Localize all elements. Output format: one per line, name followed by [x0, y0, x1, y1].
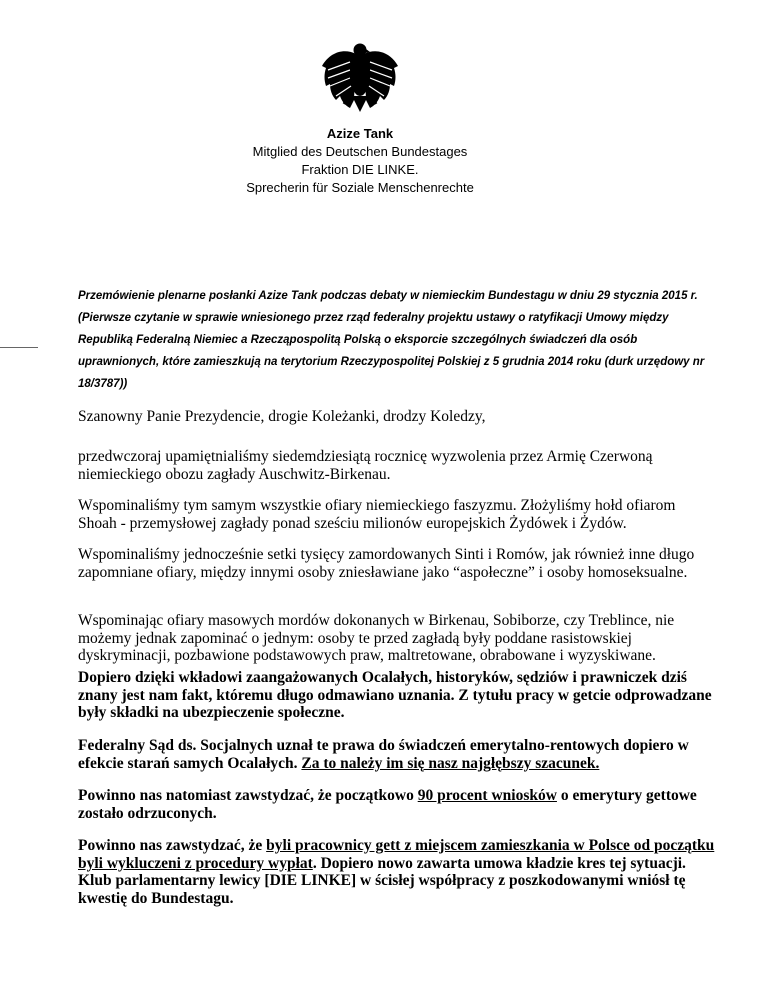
paragraph-8-underlined: byli pracownicy gett z miejscem zamieszkania w Polsce od początku byli wykluczeni z procedury wypłat	[78, 837, 715, 872]
header-line-3: Sprecherin für Soziale Menschenrechte	[246, 180, 474, 195]
paragraph-8-text-start: Powinno nas zawstydzać, że	[78, 837, 267, 854]
federal-eagle-icon	[320, 40, 400, 114]
greeting: Szanowny Panie Prezydencie, drogie Koleżanki, drodzy Koledzy,	[78, 408, 486, 425]
paragraph-6	[78, 737, 718, 772]
paragraph-8	[78, 837, 718, 907]
paragraph-1: przedwczoraj upamiętnialiśmy siedemdziesiątą rocznicę wyzwolenia przez Armię Czerwoną niemieckiego obozu zagłady Auschwitz-Birkenau.	[78, 448, 653, 483]
paragraph-8-text-end: . Dopiero nowo zawarta umowa kładzie kres tej sytuacji. Klub parlamentarny lewicy [DIE LINKE] w ścisłej współpracy z poszkodowanymi wniósł tę kwestię do Bundestagu.	[78, 854, 686, 907]
paragraph-6-text: Federalny Sąd ds. Socjalnych uznał te prawa do świadczeń emerytalno-rentowych dopiero w efekcie starań samych Ocalałych.	[78, 737, 689, 772]
paragraph-4: Wspominając ofiary masowych mordów dokonanych w Birkenau, Sobiborze, czy Treblince, nie możemy jednak zapominać o jednym: osoby te przed zagładą były poddane rasistowskiej dyskryminacji, pozbawione podstawowych praw, maltretowane, obrabowane i wyzyskiwane.	[78, 612, 675, 664]
speech-intro: Przemówienie plenarne posłanki Azize Tank podczas debaty w niemieckim Bundestagu w dniu 29 stycznia 2015 r. (Pierwsze czytanie w sprawie wniesionego przez rząd federalny projektu ustawy o ratyfikacji Umowy między Republiką Federalną Niemiec a Rzecząpospolitą Polską o eksporcie szczególnych świadczeń dla osób uprawnionych, które zamieszkują na terytorium Rzeczypospolitej Polskiej z 5 grudnia 2014 roku (durk urzędowy nr 18/3787))	[78, 290, 705, 390]
header-line-1: Mitglied des Deutschen Bundestages	[252, 144, 468, 159]
paragraph-7	[78, 787, 718, 822]
paragraph-3: Wspominaliśmy jednocześnie setki tysięcy zamordowanych Sinti i Romów, jak również inne długo zapomniane ofiary, między innymi osoby zniesławiane jako “aspołeczne” i osoby homoseksualne.	[78, 546, 695, 581]
paragraph-7-text-end: o emerytury gettowe zostało odrzuconych.	[78, 787, 697, 822]
margin-marker	[0, 347, 38, 348]
paragraph-7-underlined: 90 procent wniosków	[417, 787, 557, 804]
paragraph-7-text-start: Powinno nas natomiast zawstydzać, że początkowo	[78, 787, 418, 804]
member-name: Azize Tank	[326, 126, 394, 141]
header-line-2: Fraktion DIE LINKE.	[301, 162, 419, 177]
paragraph-2: Wspominaliśmy tym samym wszystkie ofiary niemieckiego faszyzmu. Złożyliśmy hołd ofiarom Shoah - przemysłowej zagłady ponad sześciu milionów europejskich Żydówek i Żydów.	[78, 497, 676, 532]
paragraph-5: Dopiero dzięki wkładowi zaangażowanych Ocalałych, historyków, sędziów i prawniczek dziś znany jest nam fakt, któremu długo odmawiano uznania. Z tytułu pracy w getcie odprowadzane były składki na ubezpieczenie społeczne.	[78, 669, 712, 721]
paragraph-6-underlined: Za to należy im się nasz najgłębszy szacunek.	[301, 754, 600, 772]
